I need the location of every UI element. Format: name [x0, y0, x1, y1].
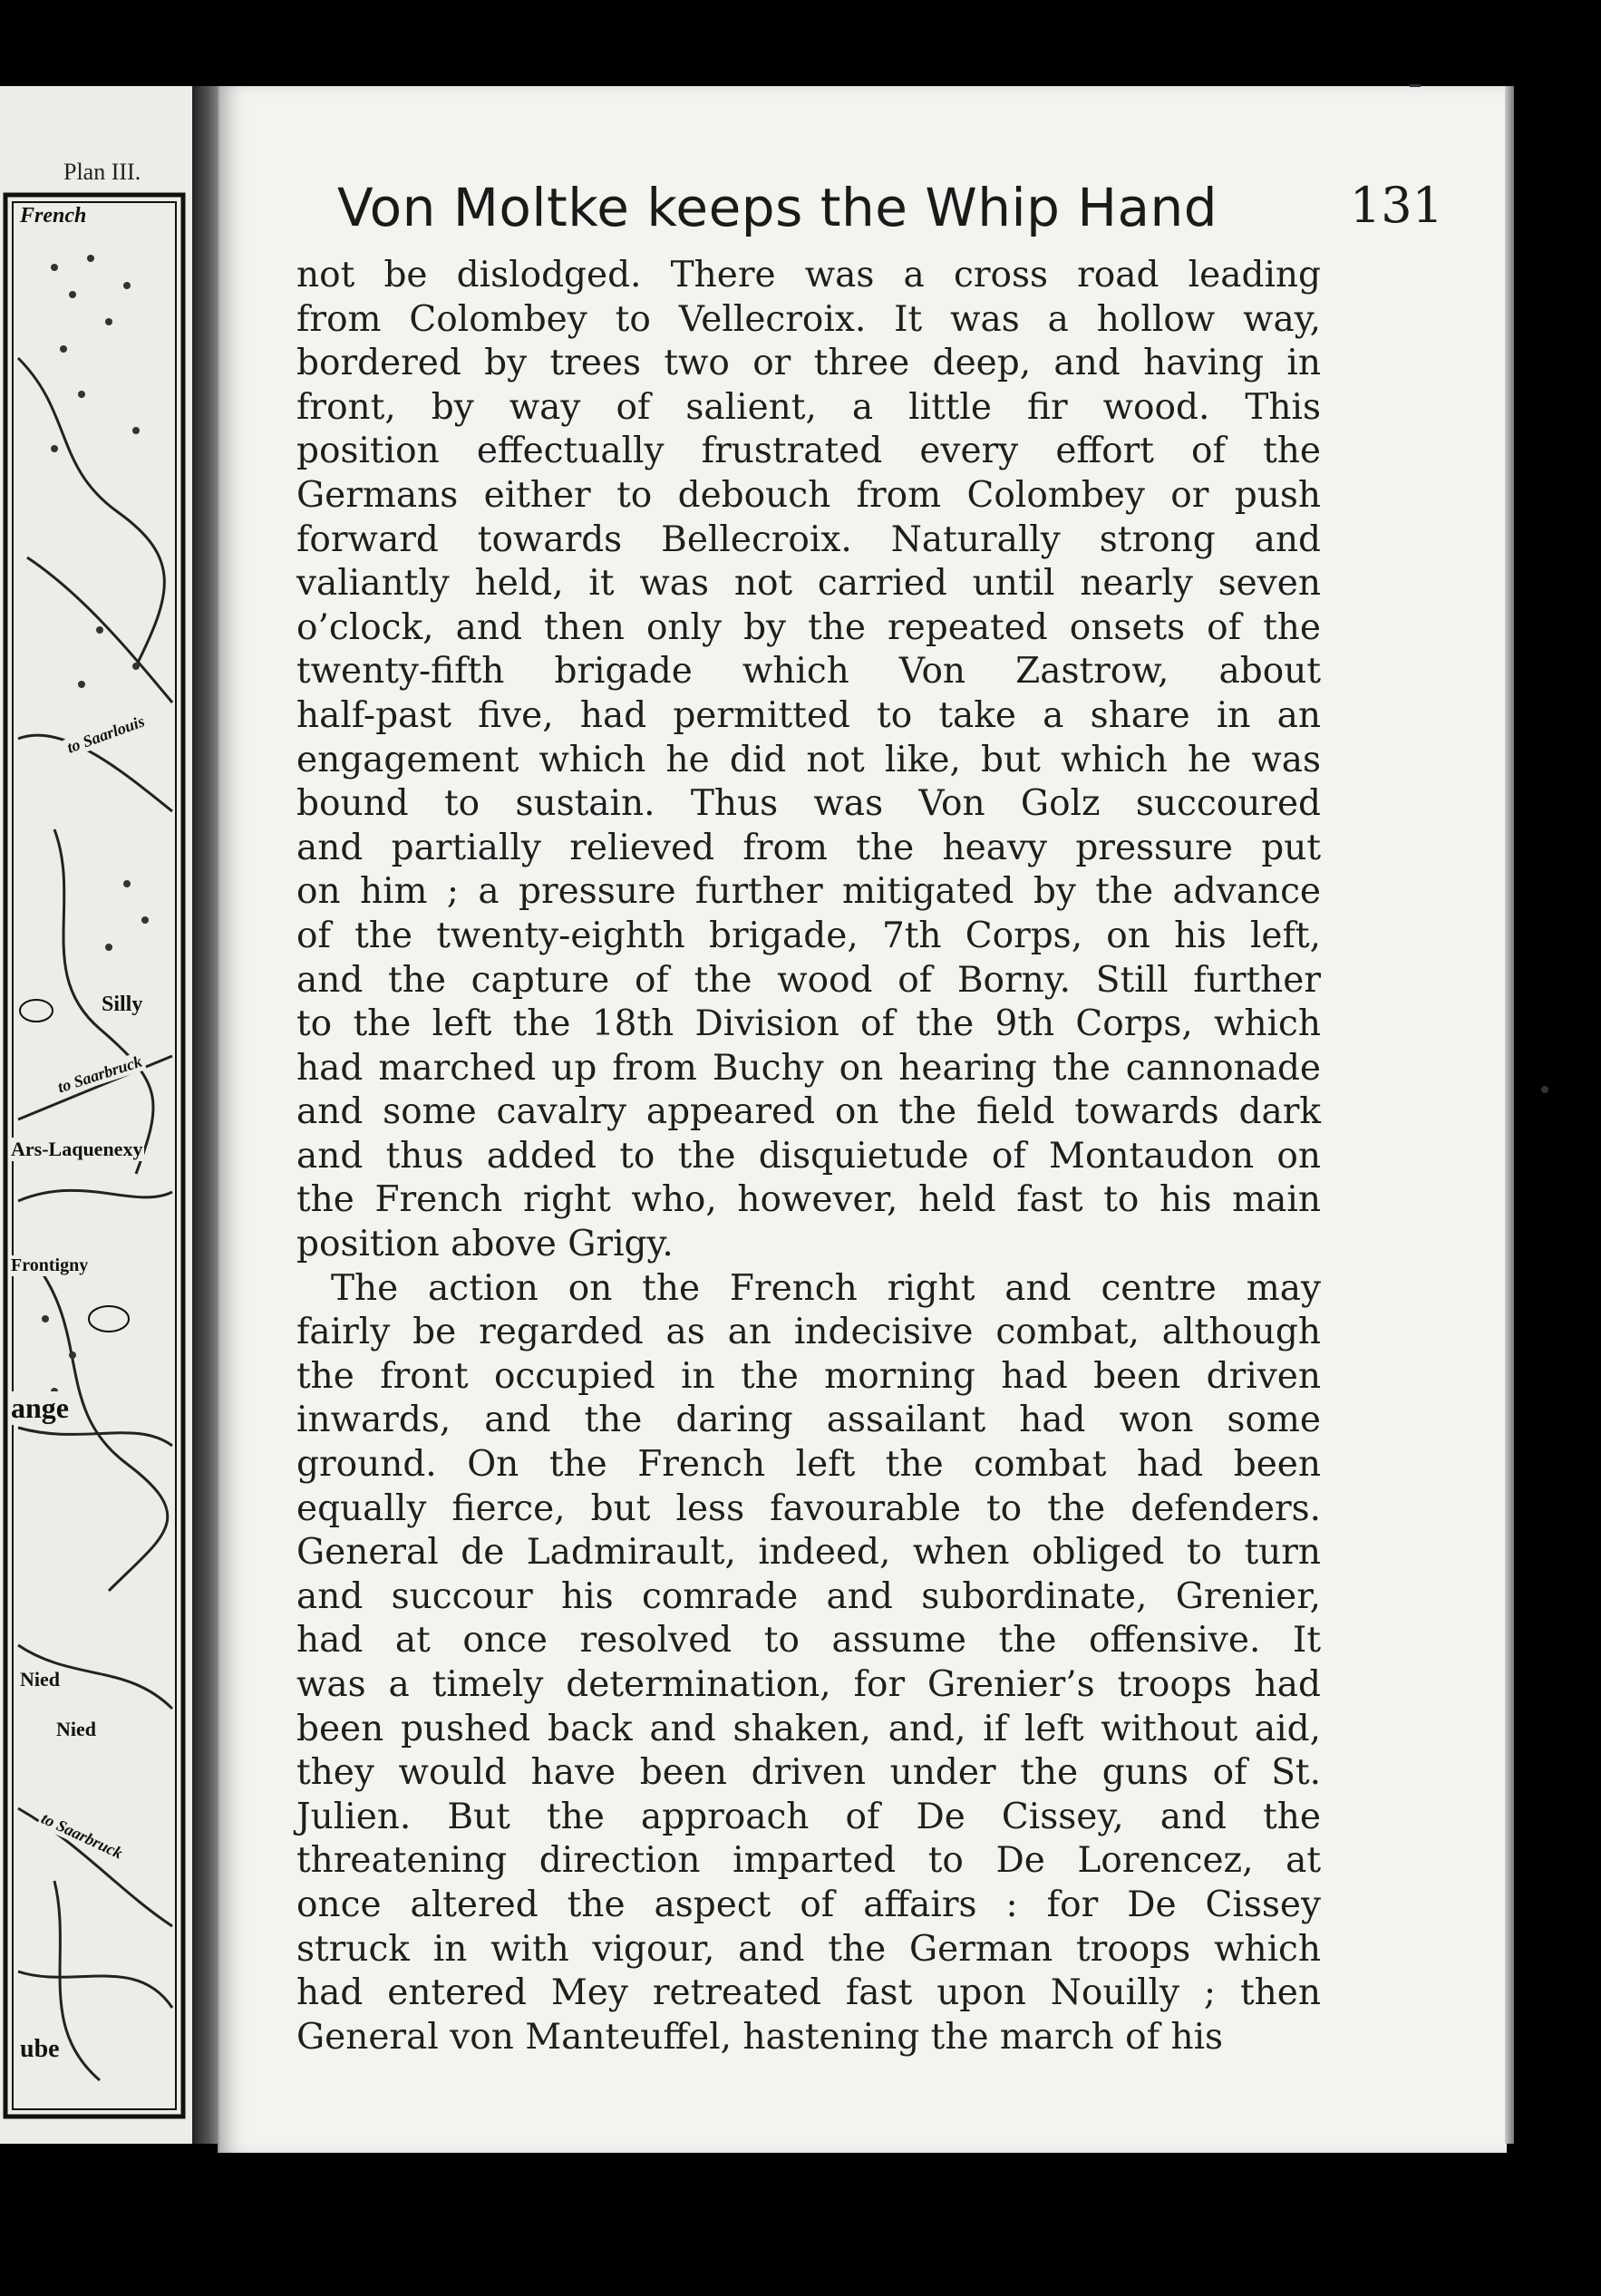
text-line: Julien. But the approach of De Cissey, and the: [296, 1796, 1321, 1837]
text-line: forward towards Bellecroix. Naturally strong and: [296, 518, 1321, 560]
text-line: bordered by trees two or three deep, and having in: [296, 343, 1321, 384]
text-line: to the left the 18th Division of the 9th Corps, which: [296, 1003, 1321, 1045]
text-line: the front occupied in the morning had been driven: [296, 1355, 1321, 1397]
page-edge: [1505, 86, 1514, 2144]
text-line: Germans either to debouch from Colombey or push: [296, 474, 1321, 516]
text-line: struck in with vigour, and the German troops which: [296, 1928, 1321, 1970]
text-line: equally fierce, but less favourable to the defenders.: [296, 1487, 1321, 1529]
text-line: engagement which he did not like, but which he was: [296, 739, 1321, 780]
text-line: front, by way of salient, a little fir wood. This: [296, 386, 1321, 428]
page-number: 131: [1349, 177, 1443, 234]
text-line: position effectually frustrated every effort of the: [296, 431, 1321, 472]
map-label-silly: Silly: [102, 993, 143, 1016]
text-line: bound to sustain. Thus was Von Golz succoured: [296, 783, 1321, 825]
text-line: threatening direction imparted to De Lorencez, at: [296, 1840, 1321, 1882]
text-line: valiantly held, it was not carried until nearly seven: [296, 563, 1321, 605]
text-line: position above Grigy.: [296, 1224, 674, 1265]
text-line: not be dislodged. There was a cross road leading: [296, 255, 1321, 295]
text-page: [218, 86, 1507, 2153]
map-label-frontigny: Frontigny: [11, 1255, 89, 1275]
map-label-ange: ange: [11, 1391, 69, 1424]
text-line: from Colombey to Vellecroix. It was a hollow way,: [296, 298, 1321, 340]
text-line: ground. On the French left the combat had been: [296, 1444, 1321, 1486]
text-line: and succour his comrade and subordinate, Grenier,: [296, 1575, 1321, 1617]
text-line: had at once resolved to assume the offensive. It: [296, 1620, 1321, 1661]
text-line: on him ; a pressure further mitigated by the advance: [296, 871, 1321, 913]
text-line: they would have been driven under the guns of St.: [296, 1752, 1321, 1794]
map-label-french: French: [20, 204, 87, 228]
scan-speck: [1410, 84, 1421, 87]
map-plate-page: [0, 86, 198, 2144]
map-label-saarlouis: to Saarlouis: [63, 712, 149, 759]
text-line: inwards, and the daring assailant had won some: [296, 1400, 1321, 1441]
text-line: General von Manteuffel, hastening the march of his: [296, 2016, 1224, 2058]
text-line: had marched up from Buchy on hearing the cannonade: [296, 1047, 1321, 1089]
body-text: [296, 254, 1321, 2059]
map-label-laquenexy: Ars-Laquenexy: [11, 1138, 143, 1160]
map-label-saarbruck-2: to Saarbruck: [36, 1808, 127, 1865]
text-line: been pushed back and shaken, and, if left without aid,: [296, 1708, 1321, 1749]
text-line: General de Ladmirault, indeed, when obliged to turn: [296, 1532, 1321, 1574]
text-line: once altered the aspect of affairs : for De Cissey: [296, 1884, 1321, 1925]
text-line: and partially relieved from the heavy pressure put: [296, 827, 1321, 868]
text-line: of the twenty-eighth brigade, 7th Corps, on his left,: [296, 915, 1321, 956]
map-label-ube: ube: [20, 2035, 60, 2063]
text-line: had entered Mey retreated fast upon Nouilly ; then: [296, 1972, 1321, 2014]
text-line: o’clock, and then only by the repeated onsets of the: [296, 606, 1321, 648]
text-line: and some cavalry appeared on the field towards dark: [296, 1091, 1321, 1133]
text-line: the French right who, however, held fast to his main: [296, 1179, 1321, 1221]
text-line: and the capture of the wood of Borny. Still further: [296, 959, 1321, 1001]
text-line: and thus added to the disquietude of Montaudon on: [296, 1135, 1321, 1177]
plan-label: Plan III.: [63, 159, 141, 185]
map-label-saarbruck: to Saarbruck: [53, 1051, 146, 1098]
map-label-nied-1: Nied: [20, 1668, 60, 1691]
running-title: Von Moltke keeps the Whip Hand: [337, 177, 1218, 238]
text-line: fairly be regarded as an indecisive combat, although: [296, 1312, 1321, 1353]
book-gutter: [192, 86, 219, 2144]
text-line: was a timely determination, for Grenier’s troops had: [296, 1664, 1321, 1705]
text-line: twenty-fifth brigade which Von Zastrow, about: [296, 651, 1321, 693]
text-line: half-past five, had permitted to take a share in an: [296, 694, 1321, 736]
scan-speck: [1541, 1086, 1548, 1093]
text-line: The action on the French right and centre may: [331, 1267, 1321, 1309]
running-head: [337, 177, 1443, 258]
map-label-nied-2: Nied: [56, 1718, 96, 1740]
